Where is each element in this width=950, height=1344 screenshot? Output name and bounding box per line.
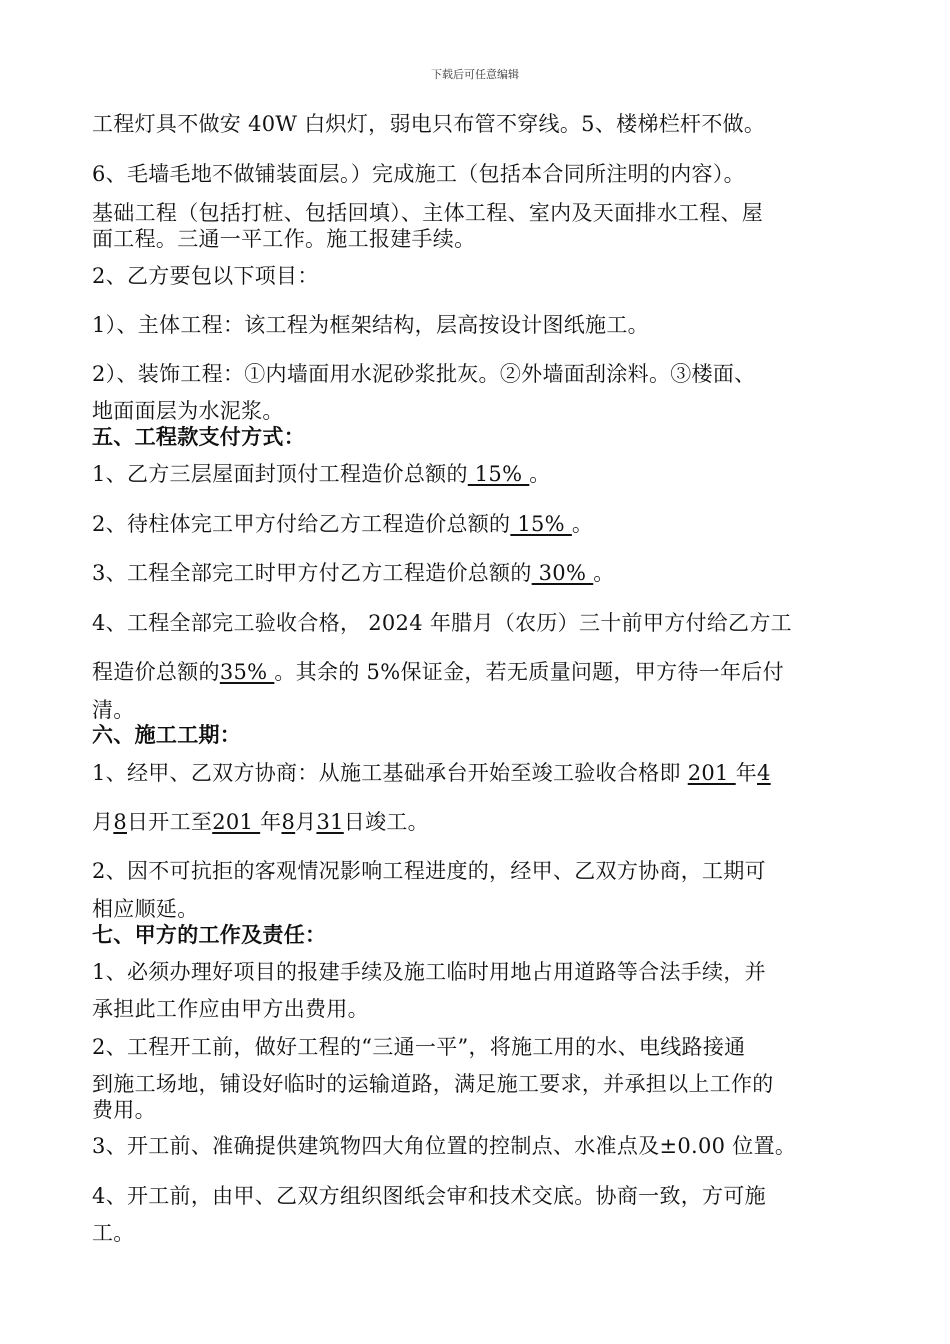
payment-item-1: 1、乙方三层屋面封顶付工程造价总额的 15% 。 xyxy=(92,462,551,486)
text-line: 面工程。三通一平工作。施工报建手续。 xyxy=(92,227,476,251)
text-line: 2）、装饰工程：①内墙面用水泥砂浆批灰。②外墙面刮涂料。③楼面、 xyxy=(92,362,756,386)
page-header: 下载后可任意编辑 xyxy=(431,68,519,81)
text-line: 工。 xyxy=(92,1221,135,1245)
text-line: 地面面层为水泥浆。 xyxy=(92,399,284,423)
text-line: 承担此工作应由甲方出费用。 xyxy=(92,997,369,1021)
month-field: 4 xyxy=(757,761,771,785)
text-line: 4、开工前，由甲、乙双方组织图纸会审和技术交底。协商一致，方可施 xyxy=(92,1184,766,1208)
text-line: 2、乙方要包以下项目： xyxy=(92,264,319,288)
payment-percent: 30% xyxy=(531,561,594,585)
payment-percent: 35% xyxy=(219,660,275,684)
payment-percent: 15% xyxy=(510,512,572,536)
text-line: 相应顺延。 xyxy=(92,897,199,921)
text-line: 到施工场地，铺设好临时的运输道路，满足施工要求，并承担以上工作的 xyxy=(92,1072,774,1096)
day-field: 8 xyxy=(113,810,127,834)
text-line: 1、必须办理好项目的报建手续及施工临时用地占用道路等合法手续，并 xyxy=(92,960,766,984)
text-line: 2、工程开工前，做好工程的“三通一平”，将施工用的水、电线路接通 xyxy=(92,1035,746,1059)
section-heading: 五、工程款支付方式： xyxy=(92,424,305,449)
payment-item-4: 4、工程全部完工验收合格， 2024 年腊月（农历）三十前甲方付给乙方工 xyxy=(92,611,792,635)
section-heading: 七、甲方的工作及责任： xyxy=(92,922,327,947)
schedule-item-1-cont: 月8日开工至201 年8月31日竣工。 xyxy=(92,810,429,834)
section-heading: 六、施工工期： xyxy=(92,722,242,747)
year-field: 201 xyxy=(212,810,261,834)
year-field: 201 xyxy=(687,761,736,785)
schedule-item-1: 1、经甲、乙双方协商：从施工基础承台开始至竣工验收合格即 201 年4 xyxy=(92,761,771,785)
payment-item-2: 2、待柱体完工甲方付给乙方工程造价总额的 15% 。 xyxy=(92,512,594,536)
text-line: 6、毛墙毛地不做铺装面层。）完成施工（包括本合同所注明的内容）。 xyxy=(92,162,745,186)
text-line: 基础工程（包括打桩、包括回填）、主体工程、室内及天面排水工程、屋 xyxy=(92,201,764,225)
month-field: 8 xyxy=(281,810,296,834)
payment-percent: 15% xyxy=(467,462,530,486)
payment-item-3: 3、工程全部完工时甲方付乙方工程造价总额的 30% 。 xyxy=(92,561,615,585)
payment-item-4-cont: 程造价总额的35% 。其余的 5%保证金，若无质量问题，甲方待一年后付 xyxy=(92,660,784,684)
text-line: 费用。 xyxy=(92,1098,156,1122)
text-line: 3、开工前、准确提供建筑物四大角位置的控制点、水准点及±0.00 位置。 xyxy=(92,1134,797,1158)
text-line: 1）、主体工程：该工程为框架结构，层高按设计图纸施工。 xyxy=(92,313,649,337)
day-field: 31 xyxy=(316,810,344,834)
text-line: 工程灯具不做安 40W 白炽灯，弱电只布管不穿线。5、楼梯栏杆不做。 xyxy=(92,112,766,136)
text-line: 清。 xyxy=(92,698,135,722)
schedule-item-2: 2、因不可抗拒的客观情况影响工程进度的，经甲、乙双方协商，工期可 xyxy=(92,859,766,883)
